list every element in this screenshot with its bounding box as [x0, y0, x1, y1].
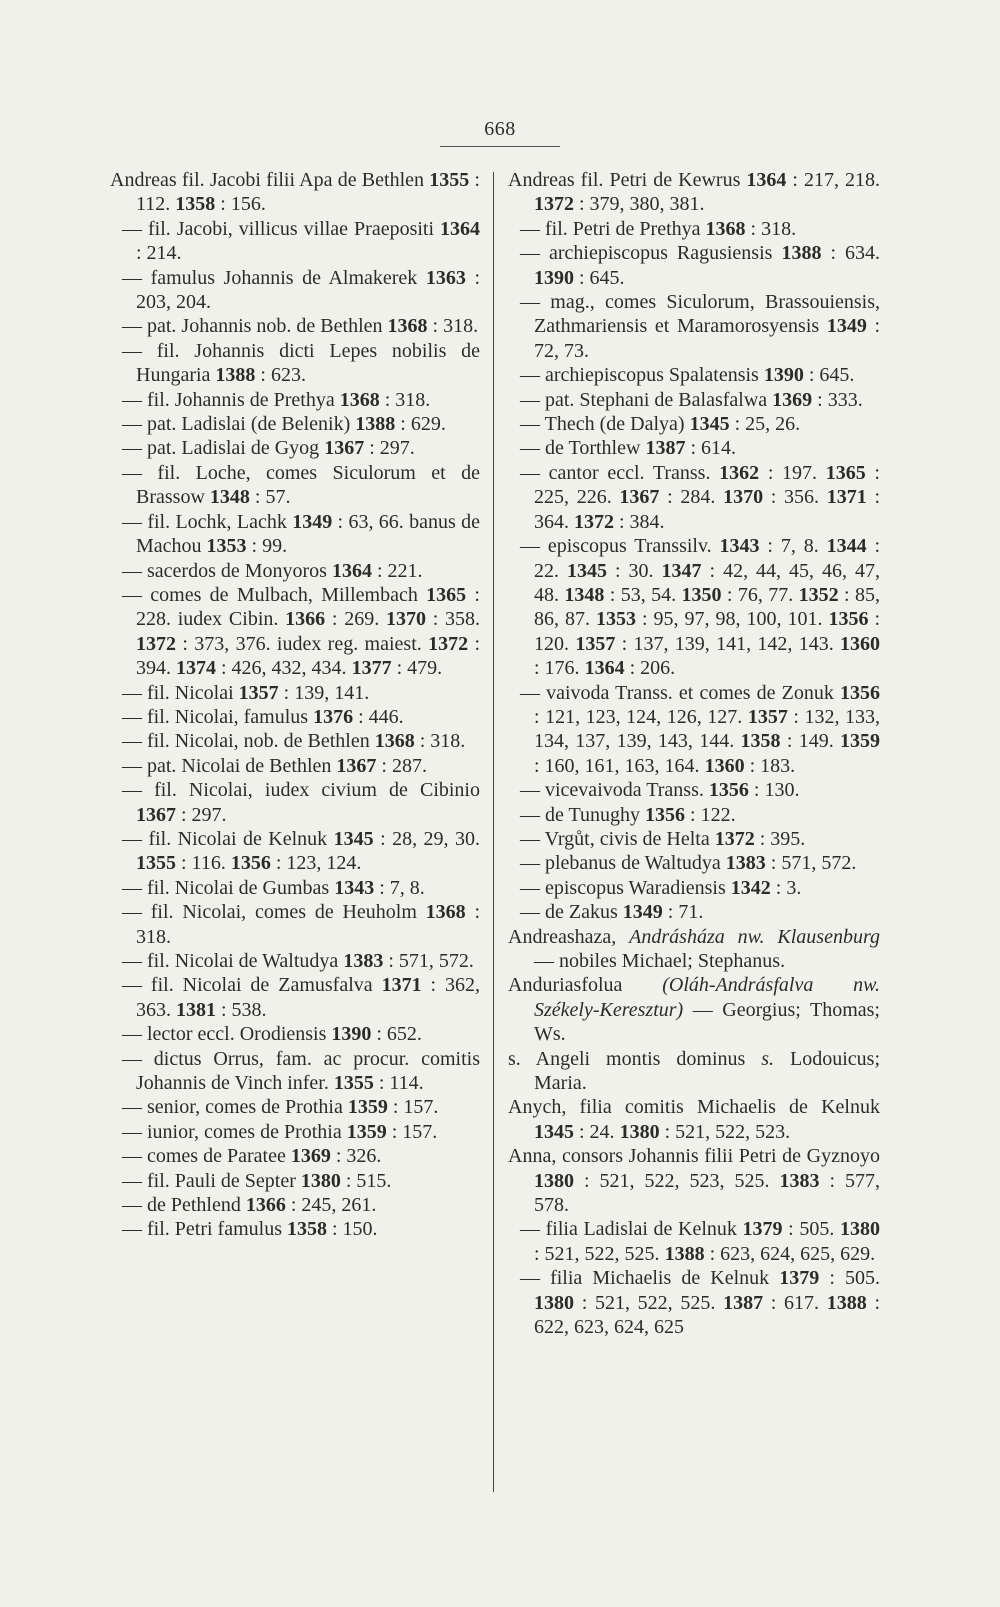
column-divider [493, 172, 494, 1492]
index-entry: Anych, filia comitis Michaelis de Kelnuk 1345 : 24. 1380 : 521, 522, 523. [508, 1096, 880, 1143]
index-entry: — Vrgůt, civis de Helta 1372 : 395. [520, 827, 806, 850]
index-entry: — iunior, comes de Prothia 1359 : 157. [122, 1120, 438, 1143]
index-entry: — sacerdos de Monyoros 1364 : 221. [122, 559, 423, 582]
index-entry: — de Torthlew 1387 : 614. [520, 437, 736, 460]
index-entry: — fil. Nicolai 1357 : 139, 141. [122, 681, 370, 704]
index-entry: — fil. Nicolai de Kelnuk 1345 : 28, 29, 30. 1355 : 116. 1356 : 123, 124. [122, 827, 480, 875]
index-entry: — pat. Johannis nob. de Bethlen 1368 : 318. [122, 315, 479, 338]
index-entry: — archiepiscopus Ragusiensis 1388 : 634. 1390 : 645. [520, 242, 881, 289]
index-entry: — lector eccl. Orodiensis 1390 : 652. [122, 1023, 422, 1046]
page-number: 668 [484, 118, 516, 140]
index-entry: Andreas fil. Jacobi filii Apa de Bethlen 1355 : 112. 1358 : 156. [110, 169, 480, 216]
index-entry: — cantor eccl. Transs. 1362 : 197. 1365 : 225, 226. 1367 : 284. 1370 : 356. 1371 : 364. 1372 : 384. [520, 461, 881, 533]
header-rule [440, 146, 560, 147]
index-entry: — pat. Ladislai de Gyog 1367 : 297. [122, 437, 415, 460]
index-entry: — fil. Loche, comes Siculorum et de Brassow 1348 : 57. [122, 461, 480, 509]
index-entry: — de Pethlend 1366 : 245, 261. [122, 1194, 377, 1217]
index-entry: — fil. Nicolai de Zamusfalva 1371 : 362, 363. 1381 : 538. [122, 974, 480, 1021]
index-entry: — fil. Nicolai, iudex civium de Cibinio 1367 : 297. [122, 779, 480, 826]
index-entry: — fil. Petri de Prethya 1368 : 318. [520, 217, 797, 240]
index-entry: — fil. Nicolai, comes de Heuholm 1368 : 318. [122, 901, 480, 948]
index-entry: — episcopus Waradiensis 1342 : 3. [520, 876, 802, 899]
index-entry: Andreashaza, Andrásháza nw. Klausenburg — nobiles Michael; Stephanus. [508, 925, 880, 972]
index-entry: — fil. Nicolai de Gumbas 1343 : 7, 8. [122, 876, 425, 899]
index-entry: — fil. Petri famulus 1358 : 150. [122, 1218, 378, 1241]
index-entry: — senior, comes de Prothia 1359 : 157. [122, 1096, 439, 1119]
index-entry: — famulus Johannis de Almakerek 1363 : 203, 204. [122, 266, 480, 314]
index-entry: — fil. Pauli de Septer 1380 : 515. [122, 1169, 392, 1192]
index-entry: — mag., comes Siculorum, Brassouiensis, Zathmariensis et Maramorosyensis 1349 : 72, 73. [520, 291, 880, 362]
index-entry: s. Angeli montis dominus s. Lodouicus; Maria. [508, 1047, 880, 1095]
index-entry: — archiepiscopus Spalatensis 1390 : 645. [520, 364, 855, 387]
index-entry: — comes de Paratee 1369 : 326. [122, 1145, 382, 1168]
index-entry: — comes de Mulbach, Millembach 1365 : 228. iudex Cibin. 1366 : 269. 1370 : 358. 1372 : 373, 376. iudex reg. maiest. 1372 : 394. 1374 : 426, 432, 434. 1377 : 479. [122, 583, 481, 680]
index-entry: — vaivoda Transs. et comes de Zonuk 1356 : 121, 123, 124, 126, 127. 1357 : 132, 133, 134, 137, 139, 143, 144. 1358 : 149. 1359 : 160, 161, 163, 164. 1360 : 183. [520, 681, 881, 777]
index-entry: Anna, consors Johannis filii Petri de Gyznoyo 1380 : 521, 522, 523, 525. 1383 : 577, 578. [508, 1145, 880, 1217]
index-entry: — fil. Johannis dicti Lepes nobilis de Hungaria 1388 : 623. [122, 339, 480, 387]
index-entry: — fil. Nicolai de Waltudya 1383 : 571, 572. [122, 950, 474, 972]
index-entry: — Thech (de Dalya) 1345 : 25, 26. [520, 413, 801, 436]
index-entry: — fil. Nicolai, famulus 1376 : 446. [122, 705, 404, 728]
index-entry: — de Tunughy 1356 : 122. [520, 803, 736, 826]
index-entry: — plebanus de Waltudya 1383 : 571, 572. [520, 852, 857, 875]
index-entry: — fil. Johannis de Prethya 1368 : 318. [122, 388, 431, 411]
index-entry: Andreas fil. Petri de Kewrus 1364 : 217, 218. 1372 : 379, 380, 381. [508, 169, 880, 216]
index-entry: — dictus Orrus, fam. ac procur. comitis Johannis de Vinch infer. 1355 : 114. [122, 1047, 480, 1095]
index-entry: — pat. Ladislai (de Belenik) 1388 : 629. [122, 413, 446, 436]
right-column [508, 168, 880, 1340]
index-entry: — vicevaivoda Transs. 1356 : 130. [520, 779, 800, 802]
left-column [110, 168, 480, 1242]
index-entry: — pat. Nicolai de Bethlen 1367 : 287. [122, 754, 427, 777]
index-entry: Anduriasfolua (Oláh-Andrásfalva nw. Székely-Keresztur) — Georgius; Thomas; Ws. [508, 974, 880, 1046]
index-entry: — fil. Lochk, Lachk 1349 : 63, 66. banus de Machou 1353 : 99. [122, 510, 480, 558]
index-entry: — filia Ladislai de Kelnuk 1379 : 505. 1380 : 521, 522, 525. 1388 : 623, 624, 625, 629. [520, 1218, 880, 1265]
index-entry: — fil. Jacobi, villicus villae Praepositi 1364 : 214. [122, 217, 480, 265]
index-entry: — de Zakus 1349 : 71. [520, 901, 704, 924]
index-entry: — fil. Nicolai, nob. de Bethlen 1368 : 318. [122, 730, 466, 753]
index-entry: — pat. Stephani de Balasfalwa 1369 : 333. [520, 388, 863, 411]
index-entry: — filia Michaelis de Kelnuk 1379 : 505. 1380 : 521, 522, 525. 1387 : 617. 1388 : 622, 623, 624, 625 [520, 1267, 881, 1339]
index-entry: — episcopus Transsilv. 1343 : 7, 8. 1344 : 22. 1345 : 30. 1347 : 42, 44, 45, 46, 47, 48. 1348 : 53, 54. 1350 : 76, 77. 1352 : 85, 86, 87. 1353 : 95, 97, 98, 100, 101. 1356 : 120. 1357 : 137, 139, 141, 142, 143. 1360 : 176. 1364 : 206. [520, 535, 881, 680]
